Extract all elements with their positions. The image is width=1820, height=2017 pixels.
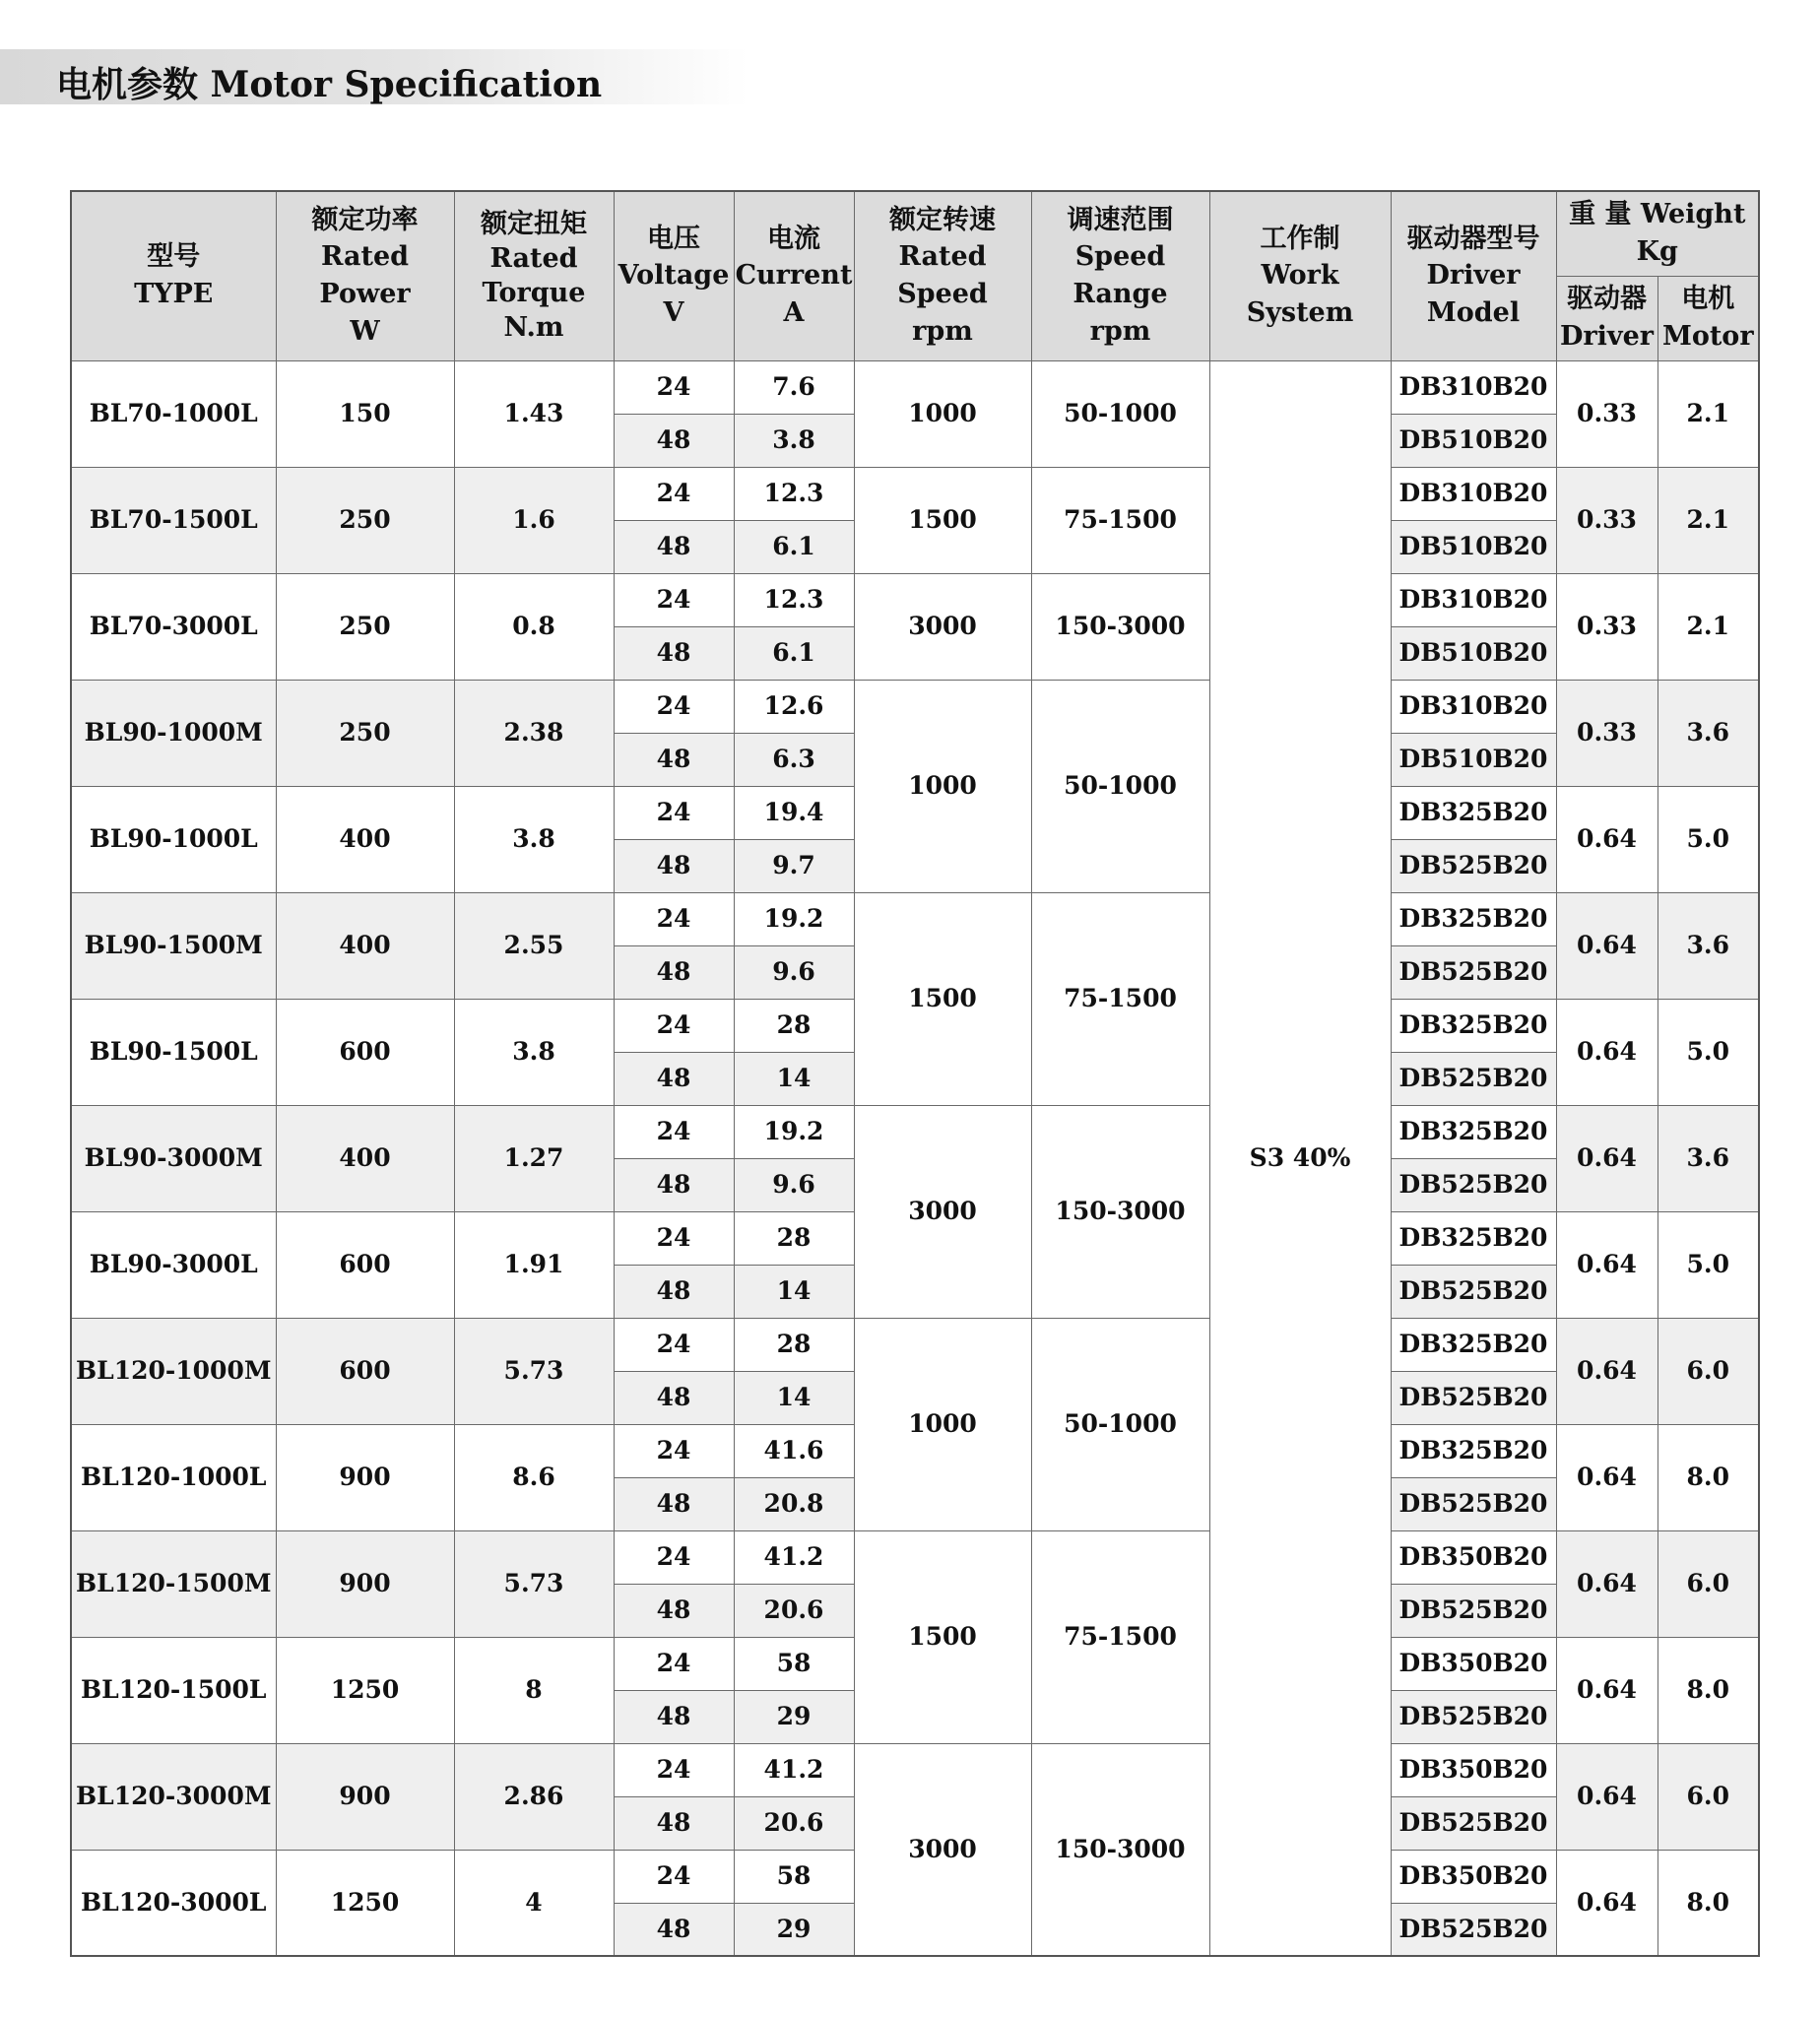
current-cell: 58 (734, 1637, 854, 1690)
weight-motor-cell: 2.1 (1658, 573, 1759, 680)
current-cell: 41.2 (734, 1530, 854, 1584)
voltage-cell: 48 (614, 1265, 734, 1318)
rated-speed-cell: 1500 (854, 1530, 1031, 1743)
rated-torque-cell: 1.43 (454, 360, 614, 467)
motor-type-cell: BL120-1000L (71, 1424, 276, 1530)
driver-model-cell: DB525B20 (1391, 1265, 1556, 1318)
weight-driver-cell: 0.64 (1556, 1850, 1658, 1956)
weight-driver-cell: 0.33 (1556, 360, 1658, 467)
table-row (71, 680, 1759, 733)
motor-type-cell: BL70-3000L (71, 573, 276, 680)
voltage-cell: 48 (614, 839, 734, 892)
rated-power-cell: 900 (276, 1743, 454, 1850)
table-header (71, 191, 1759, 360)
voltage-cell: 48 (614, 1371, 734, 1424)
rated-torque-cell: 0.8 (454, 573, 614, 680)
voltage-cell: 24 (614, 786, 734, 839)
motor-type-cell: BL120-3000L (71, 1850, 276, 1956)
weight-driver-cell: 0.64 (1556, 1105, 1658, 1211)
rated-speed-cell: 1500 (854, 892, 1031, 1105)
voltage-cell: 48 (614, 1690, 734, 1743)
weight-motor-cell: 2.1 (1658, 360, 1759, 467)
table-row (71, 1530, 1759, 1584)
rated-power-cell: 900 (276, 1530, 454, 1637)
rated-torque-cell: 2.38 (454, 680, 614, 786)
weight-motor-cell: 3.6 (1658, 680, 1759, 786)
driver-model-cell: DB310B20 (1391, 467, 1556, 520)
table-body (71, 360, 1759, 1956)
rated-torque-cell: 8.6 (454, 1424, 614, 1530)
driver-model-cell: DB510B20 (1391, 626, 1556, 680)
table-row (71, 573, 1759, 626)
driver-model-cell: DB310B20 (1391, 573, 1556, 626)
driver-model-cell: DB350B20 (1391, 1637, 1556, 1690)
rated-power-cell: 400 (276, 892, 454, 999)
driver-model-cell: DB325B20 (1391, 1318, 1556, 1371)
driver-model-cell: DB510B20 (1391, 520, 1556, 573)
voltage-cell: 48 (614, 1903, 734, 1956)
motor-type-cell: BL70-1500L (71, 467, 276, 573)
voltage-cell: 48 (614, 1796, 734, 1850)
current-cell: 14 (734, 1371, 854, 1424)
driver-model-cell: DB350B20 (1391, 1743, 1556, 1796)
current-cell: 19.4 (734, 786, 854, 839)
page-title: 电机参数 Motor Specification (56, 64, 603, 105)
voltage-cell: 48 (614, 1158, 734, 1211)
rated-power-cell: 400 (276, 786, 454, 892)
voltage-cell: 24 (614, 1211, 734, 1265)
weight-driver-cell: 0.33 (1556, 680, 1658, 786)
table-row (71, 1743, 1759, 1796)
work-system-cell: S3 40% (1209, 360, 1391, 1956)
weight-motor-cell: 3.6 (1658, 1105, 1759, 1211)
weight-motor-cell: 8.0 (1658, 1637, 1759, 1743)
voltage-cell: 24 (614, 1530, 734, 1584)
weight-motor-cell: 6.0 (1658, 1318, 1759, 1424)
title-bar (0, 49, 748, 104)
current-cell: 6.1 (734, 626, 854, 680)
motor-type-cell: BL90-1000M (71, 680, 276, 786)
current-cell: 12.3 (734, 573, 854, 626)
voltage-cell: 48 (614, 414, 734, 467)
current-cell: 6.1 (734, 520, 854, 573)
driver-model-cell: DB325B20 (1391, 1211, 1556, 1265)
current-cell: 3.8 (734, 414, 854, 467)
weight-motor-cell: 8.0 (1658, 1850, 1759, 1956)
weight-motor-cell: 5.0 (1658, 786, 1759, 892)
header-rated-speed: 额定转速 Rated Speed rpm (854, 191, 1031, 360)
rated-torque-cell: 5.73 (454, 1318, 614, 1424)
driver-model-cell: DB310B20 (1391, 680, 1556, 733)
voltage-cell: 48 (614, 520, 734, 573)
weight-motor-cell: 5.0 (1658, 1211, 1759, 1318)
weight-driver-cell: 0.64 (1556, 892, 1658, 999)
rated-torque-cell: 2.86 (454, 1743, 614, 1850)
driver-model-cell: DB525B20 (1391, 1584, 1556, 1637)
weight-motor-cell: 8.0 (1658, 1424, 1759, 1530)
speed-range-cell: 50-1000 (1031, 360, 1209, 467)
driver-model-cell: DB525B20 (1391, 1903, 1556, 1956)
rated-power-cell: 1250 (276, 1850, 454, 1956)
header-type: 型号 TYPE (71, 191, 276, 360)
current-cell: 19.2 (734, 1105, 854, 1158)
current-cell: 19.2 (734, 892, 854, 945)
voltage-cell: 24 (614, 573, 734, 626)
current-cell: 9.7 (734, 839, 854, 892)
current-cell: 12.3 (734, 467, 854, 520)
rated-power-cell: 250 (276, 573, 454, 680)
header-rated-torque: 额定扭矩 Rated Torque N.m (454, 191, 614, 360)
header-voltage: 电压 Voltage V (614, 191, 734, 360)
header-rated-power: 额定功率 Rated Power W (276, 191, 454, 360)
driver-model-cell: DB525B20 (1391, 945, 1556, 999)
driver-model-cell: DB525B20 (1391, 1690, 1556, 1743)
current-cell: 20.6 (734, 1796, 854, 1850)
current-cell: 20.6 (734, 1584, 854, 1637)
table-row (71, 892, 1759, 945)
voltage-cell: 24 (614, 1637, 734, 1690)
rated-speed-cell: 1000 (854, 360, 1031, 467)
motor-type-cell: BL90-3000M (71, 1105, 276, 1211)
driver-model-cell: DB525B20 (1391, 1052, 1556, 1105)
speed-range-cell: 75-1500 (1031, 467, 1209, 573)
speed-range-cell: 150-3000 (1031, 1105, 1209, 1318)
table-row (71, 1105, 1759, 1158)
voltage-cell: 24 (614, 360, 734, 414)
current-cell: 29 (734, 1903, 854, 1956)
motor-type-cell: BL120-1500M (71, 1530, 276, 1637)
rated-speed-cell: 3000 (854, 573, 1031, 680)
speed-range-cell: 150-3000 (1031, 573, 1209, 680)
current-cell: 9.6 (734, 1158, 854, 1211)
header-weight-driver: 驱动器 Driver (1556, 276, 1658, 360)
weight-driver-cell: 0.33 (1556, 573, 1658, 680)
motor-type-cell: BL90-1000L (71, 786, 276, 892)
rated-power-cell: 250 (276, 467, 454, 573)
driver-model-cell: DB310B20 (1391, 360, 1556, 414)
weight-driver-cell: 0.64 (1556, 1637, 1658, 1743)
current-cell: 12.6 (734, 680, 854, 733)
weight-driver-cell: 0.64 (1556, 1211, 1658, 1318)
weight-driver-cell: 0.64 (1556, 999, 1658, 1105)
driver-model-cell: DB525B20 (1391, 1796, 1556, 1850)
voltage-cell: 24 (614, 1318, 734, 1371)
motor-type-cell: BL70-1000L (71, 360, 276, 467)
driver-model-cell: DB350B20 (1391, 1530, 1556, 1584)
rated-speed-cell: 1500 (854, 467, 1031, 573)
rated-power-cell: 900 (276, 1424, 454, 1530)
voltage-cell: 48 (614, 733, 734, 786)
rated-power-cell: 1250 (276, 1637, 454, 1743)
driver-model-cell: DB325B20 (1391, 892, 1556, 945)
voltage-cell: 48 (614, 1477, 734, 1530)
rated-speed-cell: 1000 (854, 680, 1031, 892)
rated-speed-cell: 1000 (854, 1318, 1031, 1530)
voltage-cell: 48 (614, 945, 734, 999)
driver-model-cell: DB350B20 (1391, 1850, 1556, 1903)
rated-power-cell: 600 (276, 1318, 454, 1424)
current-cell: 9.6 (734, 945, 854, 999)
voltage-cell: 24 (614, 1424, 734, 1477)
voltage-cell: 24 (614, 1743, 734, 1796)
rated-power-cell: 400 (276, 1105, 454, 1211)
driver-model-cell: DB325B20 (1391, 1424, 1556, 1477)
table-row (71, 1318, 1759, 1371)
rated-speed-cell: 3000 (854, 1743, 1031, 1956)
driver-model-cell: DB510B20 (1391, 733, 1556, 786)
weight-driver-cell: 0.64 (1556, 1318, 1658, 1424)
rated-speed-cell: 3000 (854, 1105, 1031, 1318)
rated-torque-cell: 4 (454, 1850, 614, 1956)
header-weight: 重 量 Weight Kg (1556, 191, 1759, 276)
driver-model-cell: DB525B20 (1391, 1158, 1556, 1211)
weight-driver-cell: 0.64 (1556, 1743, 1658, 1850)
weight-driver-cell: 0.64 (1556, 1424, 1658, 1530)
driver-model-cell: DB525B20 (1391, 1371, 1556, 1424)
current-cell: 28 (734, 999, 854, 1052)
motor-type-cell: BL90-3000L (71, 1211, 276, 1318)
weight-driver-cell: 0.33 (1556, 467, 1658, 573)
motor-type-cell: BL90-1500M (71, 892, 276, 999)
motor-type-cell: BL120-3000M (71, 1743, 276, 1850)
speed-range-cell: 75-1500 (1031, 1530, 1209, 1743)
driver-model-cell: DB510B20 (1391, 414, 1556, 467)
rated-power-cell: 250 (276, 680, 454, 786)
voltage-cell: 48 (614, 1584, 734, 1637)
driver-model-cell: DB325B20 (1391, 1105, 1556, 1158)
weight-motor-cell: 6.0 (1658, 1530, 1759, 1637)
current-cell: 7.6 (734, 360, 854, 414)
spec-table (70, 190, 1760, 1957)
voltage-cell: 24 (614, 999, 734, 1052)
current-cell: 58 (734, 1850, 854, 1903)
weight-motor-cell: 5.0 (1658, 999, 1759, 1105)
rated-power-cell: 150 (276, 360, 454, 467)
speed-range-cell: 75-1500 (1031, 892, 1209, 1105)
voltage-cell: 24 (614, 892, 734, 945)
header-weight-motor: 电机 Motor (1658, 276, 1759, 360)
motor-type-cell: BL120-1500L (71, 1637, 276, 1743)
rated-torque-cell: 1.27 (454, 1105, 614, 1211)
voltage-cell: 48 (614, 626, 734, 680)
voltage-cell: 24 (614, 1105, 734, 1158)
driver-model-cell: DB525B20 (1391, 1477, 1556, 1530)
rated-torque-cell: 2.55 (454, 892, 614, 999)
rated-torque-cell: 8 (454, 1637, 614, 1743)
current-cell: 28 (734, 1318, 854, 1371)
weight-motor-cell: 2.1 (1658, 467, 1759, 573)
current-cell: 14 (734, 1052, 854, 1105)
rated-torque-cell: 3.8 (454, 999, 614, 1105)
current-cell: 20.8 (734, 1477, 854, 1530)
current-cell: 6.3 (734, 733, 854, 786)
rated-torque-cell: 1.91 (454, 1211, 614, 1318)
rated-torque-cell: 1.6 (454, 467, 614, 573)
table-row (71, 360, 1759, 414)
table-row (71, 467, 1759, 520)
motor-type-cell: BL120-1000M (71, 1318, 276, 1424)
rated-power-cell: 600 (276, 999, 454, 1105)
header-work-system: 工作制 Work System (1209, 191, 1391, 360)
header-current: 电流 Current A (734, 191, 854, 360)
current-cell: 28 (734, 1211, 854, 1265)
weight-motor-cell: 3.6 (1658, 892, 1759, 999)
header-driver-model: 驱动器型号 Driver Model (1391, 191, 1556, 360)
header-speed-range: 调速范围 Speed Range rpm (1031, 191, 1209, 360)
current-cell: 41.2 (734, 1743, 854, 1796)
rated-power-cell: 600 (276, 1211, 454, 1318)
speed-range-cell: 50-1000 (1031, 1318, 1209, 1530)
voltage-cell: 24 (614, 467, 734, 520)
driver-model-cell: DB525B20 (1391, 839, 1556, 892)
driver-model-cell: DB325B20 (1391, 999, 1556, 1052)
rated-torque-cell: 3.8 (454, 786, 614, 892)
motor-type-cell: BL90-1500L (71, 999, 276, 1105)
weight-driver-cell: 0.64 (1556, 786, 1658, 892)
rated-torque-cell: 5.73 (454, 1530, 614, 1637)
speed-range-cell: 50-1000 (1031, 680, 1209, 892)
driver-model-cell: DB325B20 (1391, 786, 1556, 839)
weight-motor-cell: 6.0 (1658, 1743, 1759, 1850)
voltage-cell: 48 (614, 1052, 734, 1105)
voltage-cell: 24 (614, 1850, 734, 1903)
weight-driver-cell: 0.64 (1556, 1530, 1658, 1637)
current-cell: 29 (734, 1690, 854, 1743)
speed-range-cell: 150-3000 (1031, 1743, 1209, 1956)
voltage-cell: 24 (614, 680, 734, 733)
current-cell: 41.6 (734, 1424, 854, 1477)
current-cell: 14 (734, 1265, 854, 1318)
